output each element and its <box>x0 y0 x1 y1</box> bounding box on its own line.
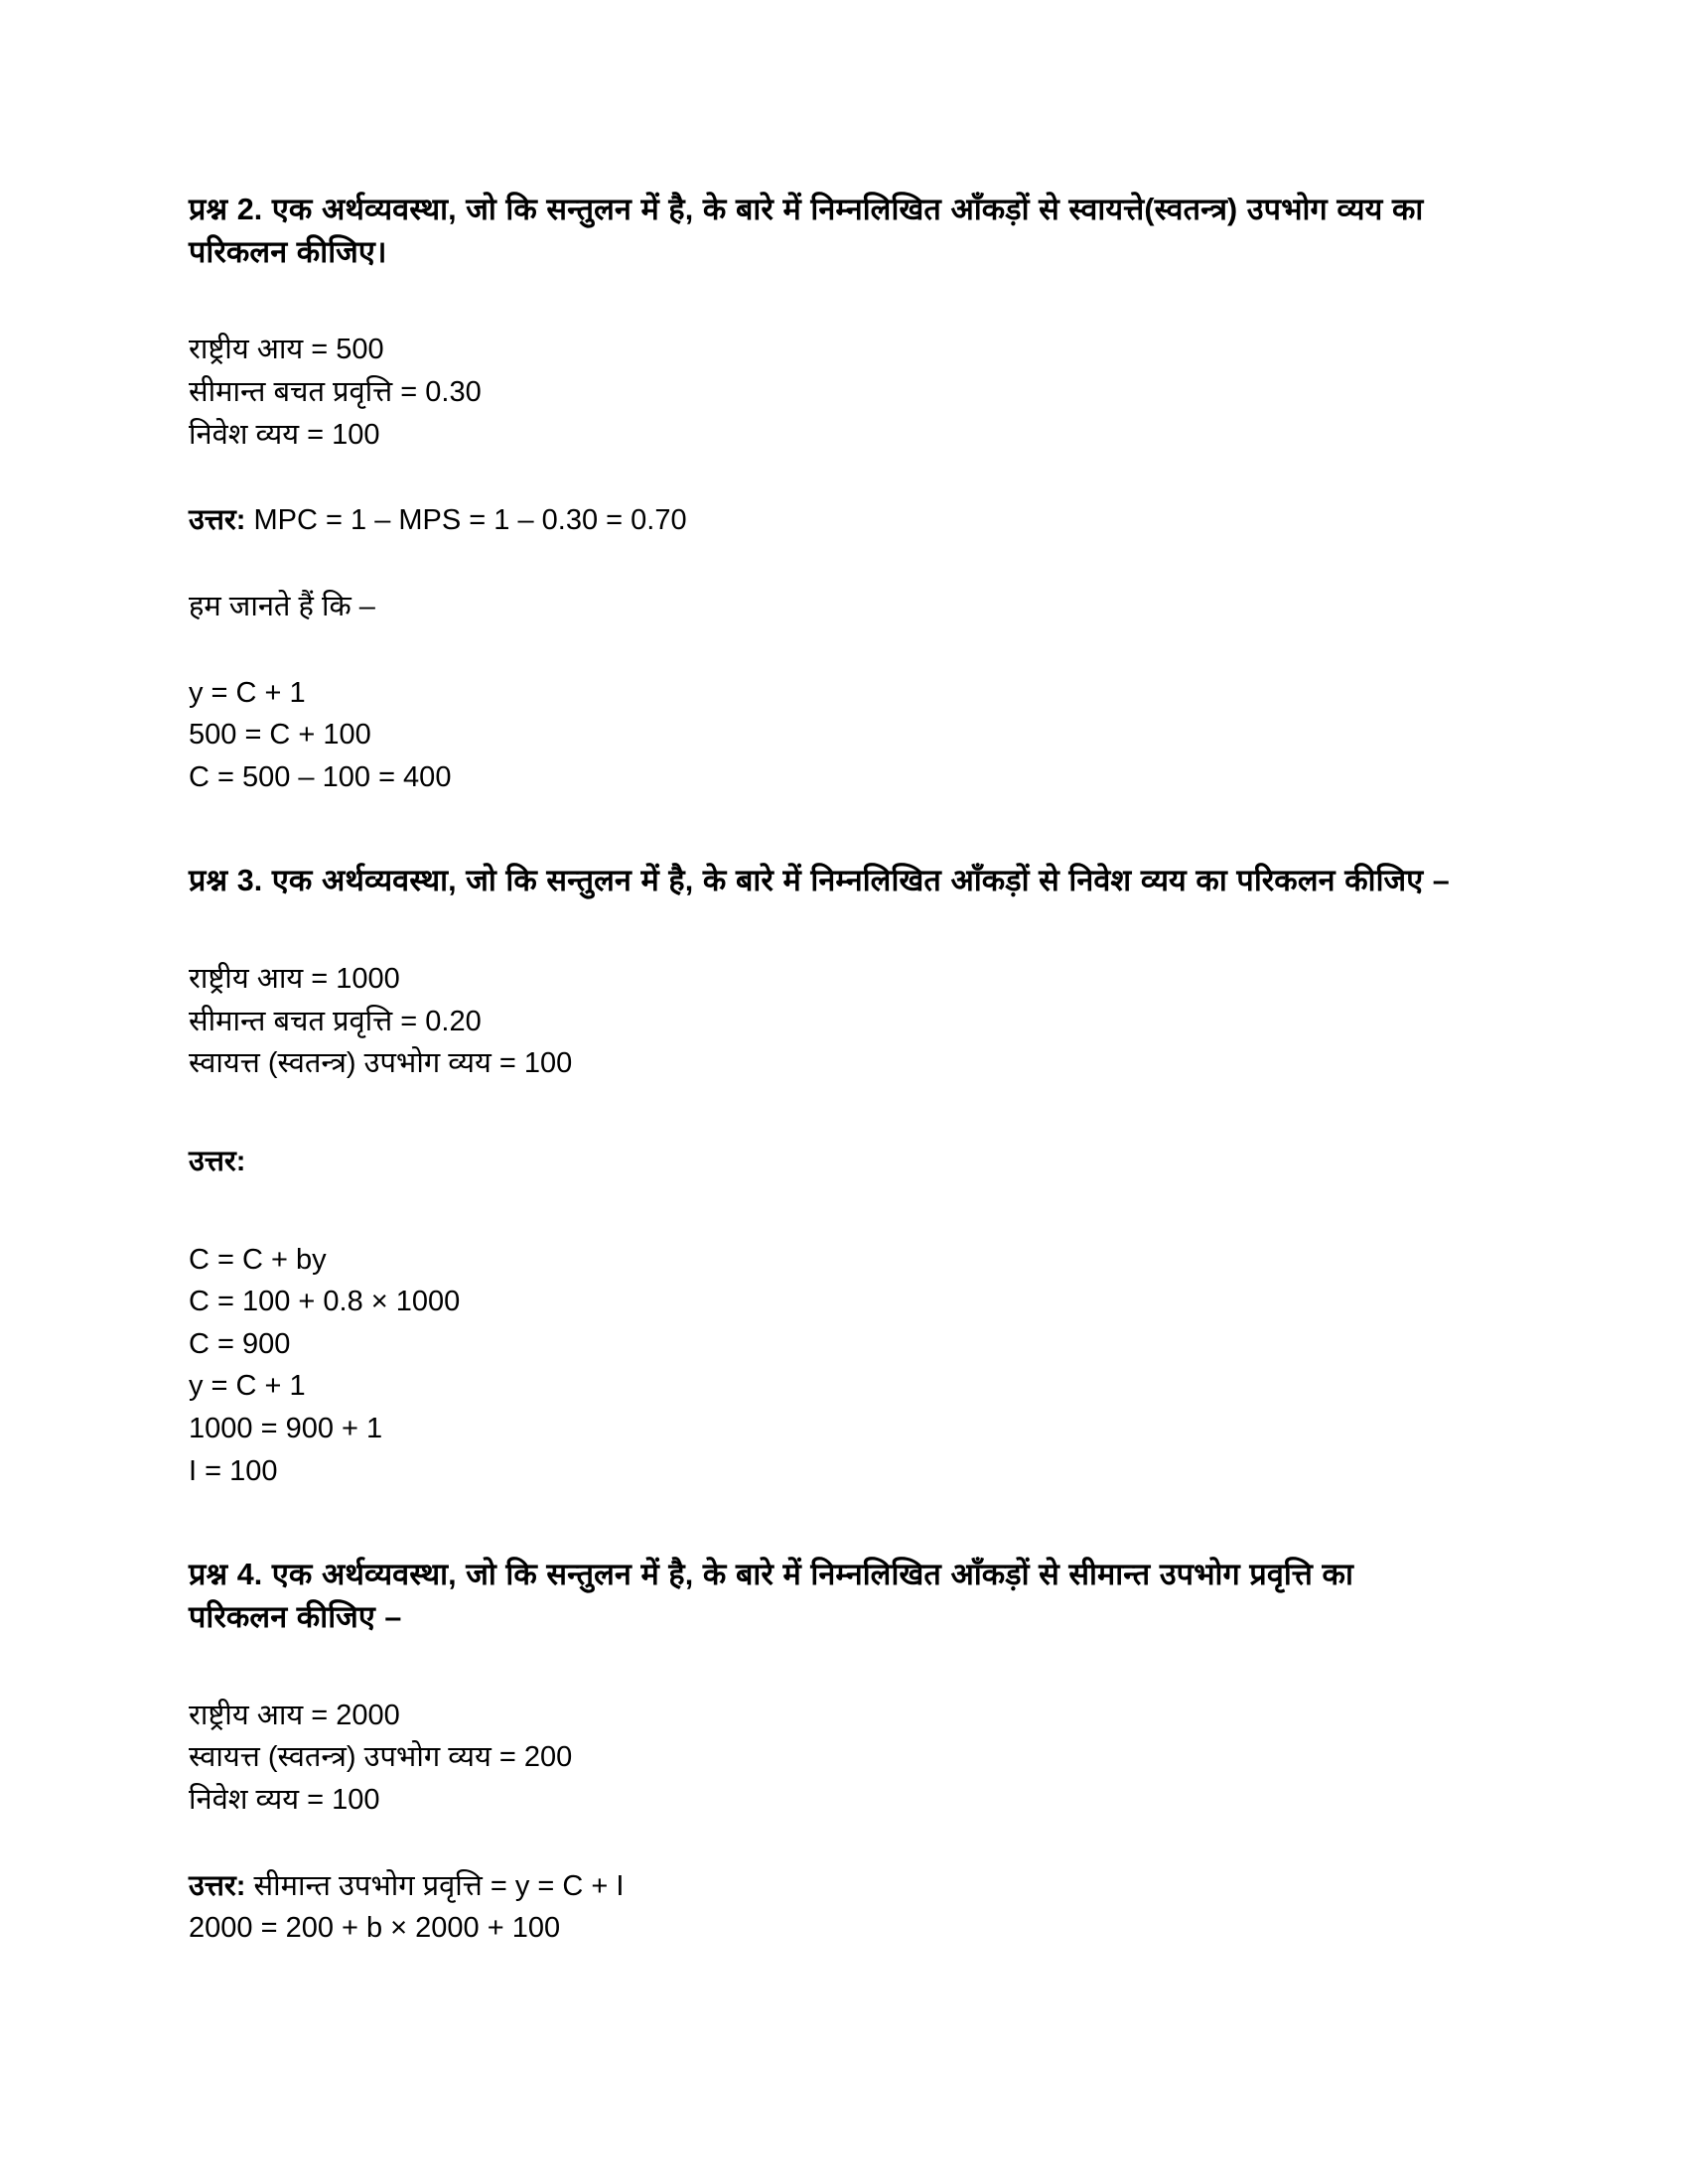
equation-line: I = 100 <box>189 1454 278 1487</box>
spacer <box>189 456 1460 499</box>
answer-note-q2: हम जानते हैं कि – <box>189 590 375 622</box>
question-heading-q3: प्रश्न 3. एक अर्थव्यवस्था, जो कि सन्तुलन में है, के बारे में निम्नलिखित आँकड़ों से निवेश व्यय का परिकलन कीजिए – <box>189 864 1450 898</box>
spacer <box>189 1085 1460 1141</box>
spacer <box>189 902 1460 958</box>
given-data-line: राष्ट्रीय आय = 500 <box>189 334 384 366</box>
given-data-line: निवेश व्यय = 100 <box>189 418 380 451</box>
given-data-line: सीमान्त बचत प्रवृत्ति = 0.30 <box>189 376 482 408</box>
equation-line: y = C + 1 <box>189 676 306 709</box>
given-data-line: राष्ट्रीय आय = 1000 <box>189 963 400 996</box>
equation-line: y = C + 1 <box>189 1370 306 1403</box>
spacer <box>189 542 1460 586</box>
given-data-line: राष्ट्रीय आय = 2000 <box>189 1699 400 1731</box>
answer-line-q4 <box>189 1865 1460 1908</box>
given-data-q4 <box>189 1695 1460 1822</box>
answer-label: उत्तर: <box>189 504 246 537</box>
answer-body: MPC = 1 – MPS = 1 – 0.30 = 0.70 <box>245 504 687 537</box>
document-body <box>189 189 1460 1950</box>
question-heading-q4: प्रश्न 4. एक अर्थव्यवस्था, जो कि सन्तुलन में है, के बारे में निम्नलिखित आँकड़ों से सीमान्त उपभोग प्रवृत्ति का परिकलन कीजिए – <box>189 1558 1353 1634</box>
given-data-line: निवेश व्यय = 100 <box>189 1783 380 1816</box>
spacer <box>189 798 1460 860</box>
equation-line: 1000 = 900 + 1 <box>189 1413 383 1445</box>
answer-label: उत्तर: <box>189 1869 246 1902</box>
equations-q3 <box>189 1239 1460 1493</box>
equations-q4 <box>189 1907 1460 1950</box>
equations-q2 <box>189 672 1460 799</box>
given-data-q3 <box>189 958 1460 1085</box>
equation-line: 2000 = 200 + b × 2000 + 100 <box>189 1912 561 1945</box>
equation-line: 500 = C + 100 <box>189 719 371 751</box>
spacer <box>189 1183 1460 1239</box>
answer-label: उत्तर: <box>189 1145 246 1177</box>
answer-line-q3 <box>189 1141 1460 1183</box>
spacer <box>189 1639 1460 1695</box>
answer-body: सीमान्त उपभोग प्रवृत्ति = y = C + I <box>245 1869 625 1902</box>
answer-line-q2 <box>189 499 1460 542</box>
given-data-line: स्वायत्त (स्वतन्त्र) उपभोग व्यय = 200 <box>189 1741 573 1774</box>
spacer <box>189 273 1460 329</box>
question-heading-q2: प्रश्न 2. एक अर्थव्यवस्था, जो कि सन्तुलन में है, के बारे में निम्नलिखित आँकड़ों से स्वायत्ते(स्वतन्त्र) उपभोग व्यय का परिकलन कीजिए। <box>189 193 1424 269</box>
given-data-q2 <box>189 329 1460 456</box>
equation-line: C = 500 – 100 = 400 <box>189 760 452 793</box>
equation-line: C = 900 <box>189 1327 291 1360</box>
spacer <box>189 628 1460 672</box>
given-data-line: सीमान्त बचत प्रवृत्ति = 0.20 <box>189 1005 482 1037</box>
given-data-line: स्वायत्त (स्वतन्त्र) उपभोग व्यय = 100 <box>189 1047 573 1080</box>
spacer <box>189 1492 1460 1554</box>
answer-group-q4 <box>189 1865 1460 1950</box>
equation-line: C = 100 + 0.8 × 1000 <box>189 1286 461 1318</box>
spacer <box>189 1822 1460 1865</box>
equation-line: C = C + by <box>189 1243 327 1276</box>
